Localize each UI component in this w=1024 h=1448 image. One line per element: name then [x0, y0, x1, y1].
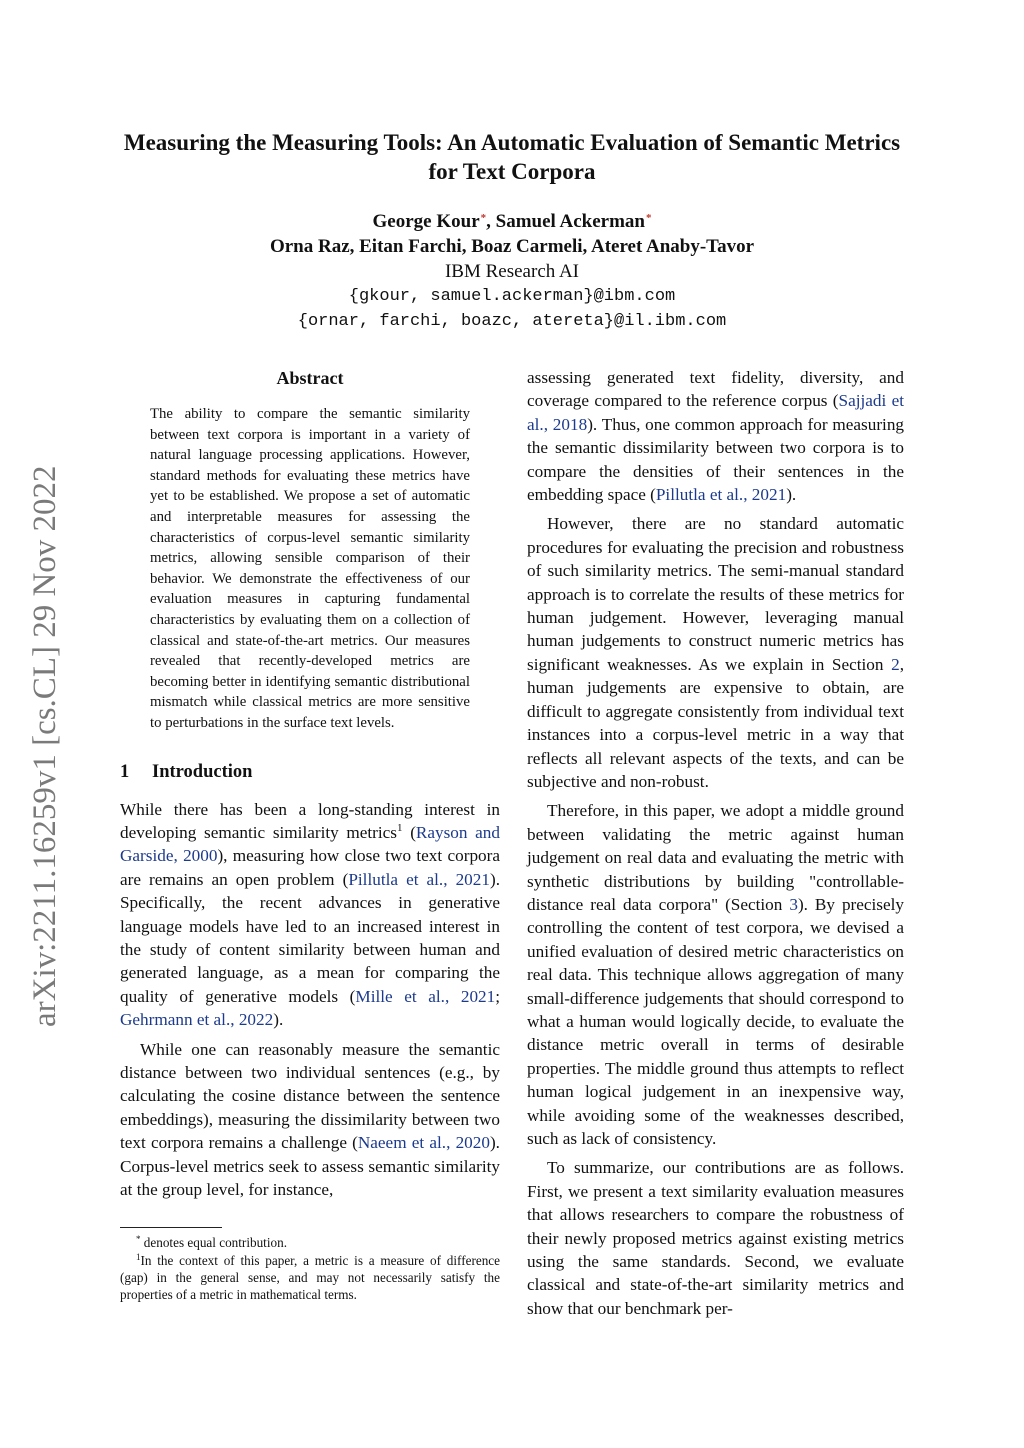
paper-title: Measuring the Measuring Tools: An Automatic Evaluation of Semantic Metrics for Text Corpora	[123, 130, 901, 184]
citation-link[interactable]: Mille et al., 2021	[355, 986, 496, 1006]
section-ref-link[interactable]: 2	[891, 654, 900, 674]
author-name: Samuel Ackerman	[495, 211, 645, 232]
section-title: Introduction	[152, 761, 253, 782]
footnote-divider	[120, 1227, 222, 1228]
citation-link[interactable]: Gehrmann et al., 2022	[120, 1010, 274, 1030]
intro-paragraph-2: While one can reasonably measure the semantic distance between two individual sentences (e.g., by calculating the cosine distance between the sentence embeddings), measuring the dissimilarity between two text corpora remains a challenge (Naeem et al., 2020). Corpus-level metrics seek to assess semantic similarity at the group level, for instance,	[120, 1039, 500, 1199]
citation-link[interactable]: Sajjadi et al., 2018	[527, 391, 904, 434]
section-ref-link[interactable]: 3	[789, 894, 798, 914]
section-heading-introduction	[120, 760, 500, 784]
footnote-1: $^1$In the context of this paper, a metric is a measure of difference (gap) in the general sense, and may not necessarily satisfy the properties of a metric in mathematical terms.	[120, 1251, 500, 1303]
author-name: George Kour	[372, 211, 480, 232]
arxiv-identifier-stamp: arXiv:2211.16259v1 [cs.CL] 29 Nov 2022	[27, 465, 63, 1027]
author-line-1: George Kour*, Samuel Ackerman*	[372, 211, 652, 232]
citation-link[interactable]: Pillutla et al., 2021	[655, 485, 787, 505]
intro-paragraph-1: While there has been a long-standing interest in developing semantic similarity metrics$^1$ (Rayson and Garside, 2000), measuring how close two text corpora are remains an open problem (Pillutla et al., 2021). Specifically, the recent advances in generative language models have led to an increased interest in the study of content similarity between human and generated language, as a mean for comparing the quality of generative models (Mille et al., 2021; Gehrmann et al., 2022).	[120, 799, 501, 1030]
citation-link[interactable]: Rayson and Garside, 2000	[120, 822, 500, 866]
right-column	[527, 366, 904, 1320]
right-paragraph-3: Therefore, in this paper, we adopt a middle ground between validating the metric against human judgement on real data and evaluating the metric with synthetic distributions by building "controllable-distance real data corpora" (Section 3). By precisely controlling the content of test corpora, we devised a unified evaluation of desired metric characteristics on real data. This technique allows aggregation of many small-difference judgements that should correspond to what a human would logically decide, to evaluate the distance metric overall in terms of desirable properties. The middle ground thus attempts to reflect human logical judgement in an inexpensive way, while avoiding some of the weaknesses described, such as lack of consistency.	[527, 801, 904, 1148]
footnote-ref-1[interactable]: 1	[397, 821, 403, 834]
footnote-marker: *	[136, 1234, 141, 1245]
author-line-2: Orna Raz, Eitan Farchi, Boaz Carmeli, Ateret Anaby-Tavor	[269, 236, 755, 257]
footnote-equal-contribution: * denotes equal contribution.	[136, 1234, 287, 1251]
affiliation: IBM Research AI	[444, 261, 580, 282]
abstract-text: The ability to compare the semantic similarity between text corpora is important in a variety of natural language processing applications. However, standard methods for evaluating these metrics have yet to be established. We propose a set of automatic and interpretable measures for assessing the characteristics of corpus-level semantic similarity metrics, allowing sensible comparison of their behavior. We demonstrate the effectiveness of our evaluation measures in capturing fundamental characteristics by evaluating them on a collection of classical and state-of-the-art metrics. Our measures revealed that recently-developed metrics are becoming better in identifying semantic distributional mismatch while classical metrics are more sensitive to perturbations in the surface text levels.	[150, 406, 470, 731]
right-paragraph-2: However, there are no standard automatic procedures for evaluating the precision and robustness of such similarity metrics. The semi-manual standard approach is to correlate the results of these metrics for human judgement. However, leveraging manual human judgements to construct numeric metrics has significant weaknesses. As we explain in Section 2, human judgements are expensive to obtain, are difficult to aggregate consistently from individual text instances into a corpus-level metric in a way that reflects all relevant aspects of the texts, and can be subjective and non-robust.	[527, 514, 904, 791]
equal-contribution-marker: *	[645, 212, 652, 224]
right-paragraph-4: To summarize, our contributions are as follows. First, we present a text similarity evaluation measures that allows researchers to compare the robustness of their newly proposed metrics against existing metrics using the same standards. Second, we evaluate classical and state-of-the-art similarity metrics and show that our benchmark per-	[527, 1158, 904, 1318]
left-column	[120, 366, 500, 1303]
right-paragraph-1: assessing generated text fidelity, diversity, and coverage compared to the reference corpus (Sajjadi et al., 2018). Thus, one common approach for measuring the semantic dissimilarity between two corpora is to compare the densities of their sentences in the embedding space (Pillutla et al., 2021).	[527, 368, 905, 505]
author-block	[110, 206, 914, 334]
equal-contribution-marker: *	[480, 212, 487, 224]
citation-link[interactable]: Pillutla et al., 2021	[348, 869, 490, 889]
footnote-marker: 1	[136, 1251, 141, 1262]
citation-link[interactable]: Naeem et al., 2020	[357, 1133, 490, 1153]
abstract-heading: Abstract	[276, 368, 344, 388]
email-line-2: {ornar, farchi, boazc, atereta}@il.ibm.com	[297, 312, 727, 331]
email-line-1: {gkour, samuel.ackerman}@ibm.com	[348, 287, 676, 306]
section-number: 1	[120, 761, 130, 782]
